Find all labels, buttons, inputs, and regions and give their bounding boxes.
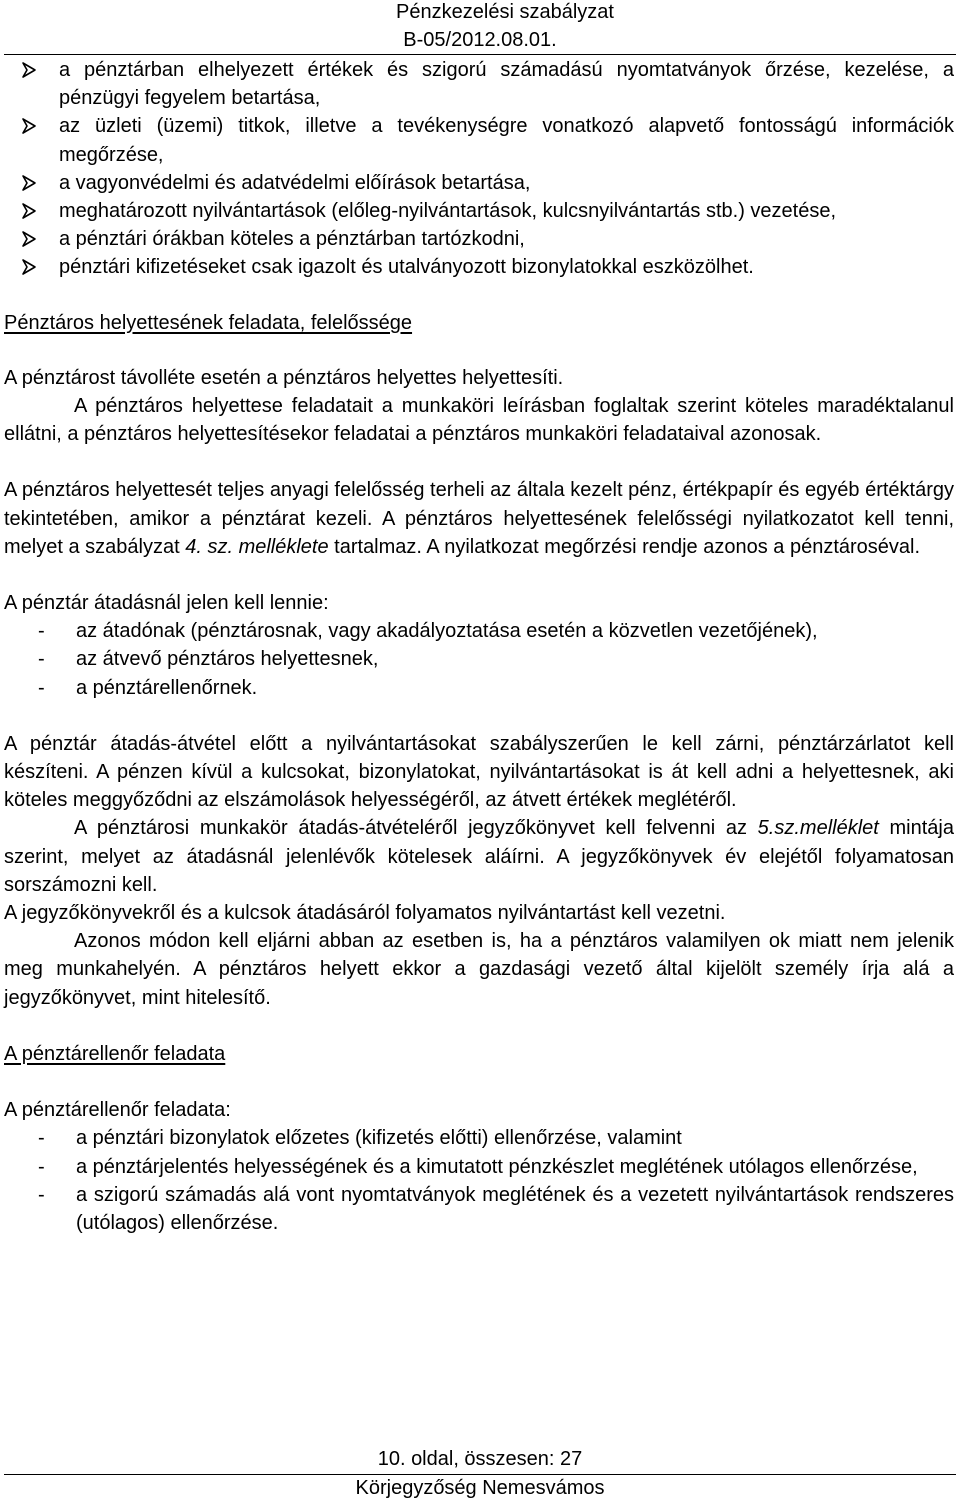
arrow-bullet-icon	[20, 169, 38, 197]
arrow-bullet-icon	[20, 56, 38, 84]
paragraph: A pénztáros helyettesét teljes anyagi felelősség terheli az általa kezelt pénz, értékpapír és egyéb értéktárgy tekintetében, amikor a pénztárat kezeli. A pénztáros helyettesének felelősségi nyilatkozatot kell tenni, melyet a szabályzat 4. sz. melléklete tartalmaz. A nyilatkozat megőrzési rendje azonos a pénztároséval.	[4, 479, 954, 558]
paragraph: A pénztárellenőr feladata:	[4, 1099, 231, 1122]
bullet-item	[4, 253, 954, 281]
paragraph: Azonos módon kell eljárni abban az esetben is, ha a pénztáros valamilyen ok miatt nem jelenik meg munkahelyén. A pénztáros helyett ekkor a gazdasági vezető által kijelölt személy írja alá a jegyzőkönyvet, mint hitelesítő.	[4, 930, 954, 1009]
bullet-item	[4, 56, 954, 112]
bullet-text: az üzleti (üzemi) titkok, illetve a tevékenységre vonatkozó alapvető fontosságú információk megőrzése,	[59, 115, 954, 166]
bullet-text: a pénztárban elhelyezett értékek és szigorú számadású nyomtatványok őrzése, kezelése, a pénzügyi fegyelem betartása,	[59, 59, 954, 110]
section-heading-deputy: Pénztáros helyettesének feladata, felelőssége	[4, 311, 413, 334]
list-item: - a pénztárjelentés helyességének és a kimutatott pénzkészlet meglétének utólagos ellenőrzése,	[38, 1155, 918, 1178]
section-heading-controller: A pénztárellenőr feladata	[4, 1042, 226, 1065]
document-body	[4, 56, 954, 1237]
list-item: - a pénztári bizonylatok előzetes (kifizetés előtti) ellenőrzése, valamint	[38, 1127, 682, 1150]
list-item: - a pénztárellenőrnek.	[38, 676, 258, 699]
bullet-text: meghatározott nyilvántartások (előleg-nyilvántartások, kulcsnyilvántartás stb.) vezetése,	[59, 200, 837, 223]
bullet-item	[4, 225, 954, 253]
paragraph: A jegyzőkönyvekről és a kulcsok átadásáról folyamatos nyilvántartást kell vezetni.	[4, 902, 726, 925]
organization-name: Körjegyzőség Nemesvámos	[355, 1477, 605, 1499]
bullet-item	[4, 112, 954, 168]
paragraph: A pénztárost távolléte esetén a pénztáros helyettes helyettesíti.	[4, 366, 564, 389]
list-item: - az átvevő pénztáros helyettesnek,	[38, 648, 379, 671]
bullet-text: pénztári kifizetéseket csak igazolt és utalványozott bizonylatokkal eszközölhet.	[59, 256, 754, 279]
bullet-item	[4, 169, 954, 197]
arrow-bullet-icon	[20, 197, 38, 225]
header-rule	[4, 54, 956, 55]
document-code: B-05/2012.08.01.	[403, 29, 557, 51]
page-number: 10. oldal, összesen: 27	[377, 1448, 583, 1470]
paragraph: A pénztár átadásnál jelen kell lennie:	[4, 592, 329, 615]
paragraph: A pénztáros helyettese feladatait a munkaköri leírásban foglaltak szerint köteles maradéktalanul ellátni, a pénztáros helyettesítésekor feladatai a pénztáros munkaköri feladataival azonosak.	[4, 395, 954, 446]
arrow-bullet-icon	[20, 112, 38, 140]
bullet-text: a pénztári órákban köteles a pénztárban tartózkodni,	[59, 228, 525, 251]
bullet-text: a vagyonvédelmi és adatvédelmi előírások betartása,	[59, 171, 531, 194]
paragraph: A pénztár átadás-átvétel előtt a nyilvántartásokat szabályszerűen le kell zárni, pénztárzárlatot kell készíteni. A pénzen kívül a kulcsokat, bizonylatokat, nyilvántartásokat is át kell adni a helyettesnek, aki köteles meggyőződni az elszámolások helyességéről, az átvett értékek meglétéről.	[4, 732, 954, 812]
footer-rule	[4, 1474, 956, 1475]
list-item: - a szigorú számadás alá vont nyomtatványok meglétének és a vezetett nyilvántartások rendszeres (utólagos) ellenőrzése.	[38, 1183, 954, 1234]
arrow-bullet-icon	[20, 225, 38, 253]
list-item: - az átadónak (pénztárosnak, vagy akadályoztatása esetén a közvetlen vezetőjének),	[38, 620, 818, 643]
paragraph: A pénztárosi munkakör átadás-átvételéről jegyzőkönyvet kell felvenni az 5.sz.melléklet mintája szerint, melyet az átadásnál jelenlévők kötelesek aláírni. A jegyzőkönyvek év elejétől folyamatosan sorszámozni kell.	[4, 817, 954, 896]
bullet-item	[4, 197, 954, 225]
document-title: Pénzkezelési szabályzat	[396, 1, 614, 23]
arrow-bullet-icon	[20, 253, 38, 281]
